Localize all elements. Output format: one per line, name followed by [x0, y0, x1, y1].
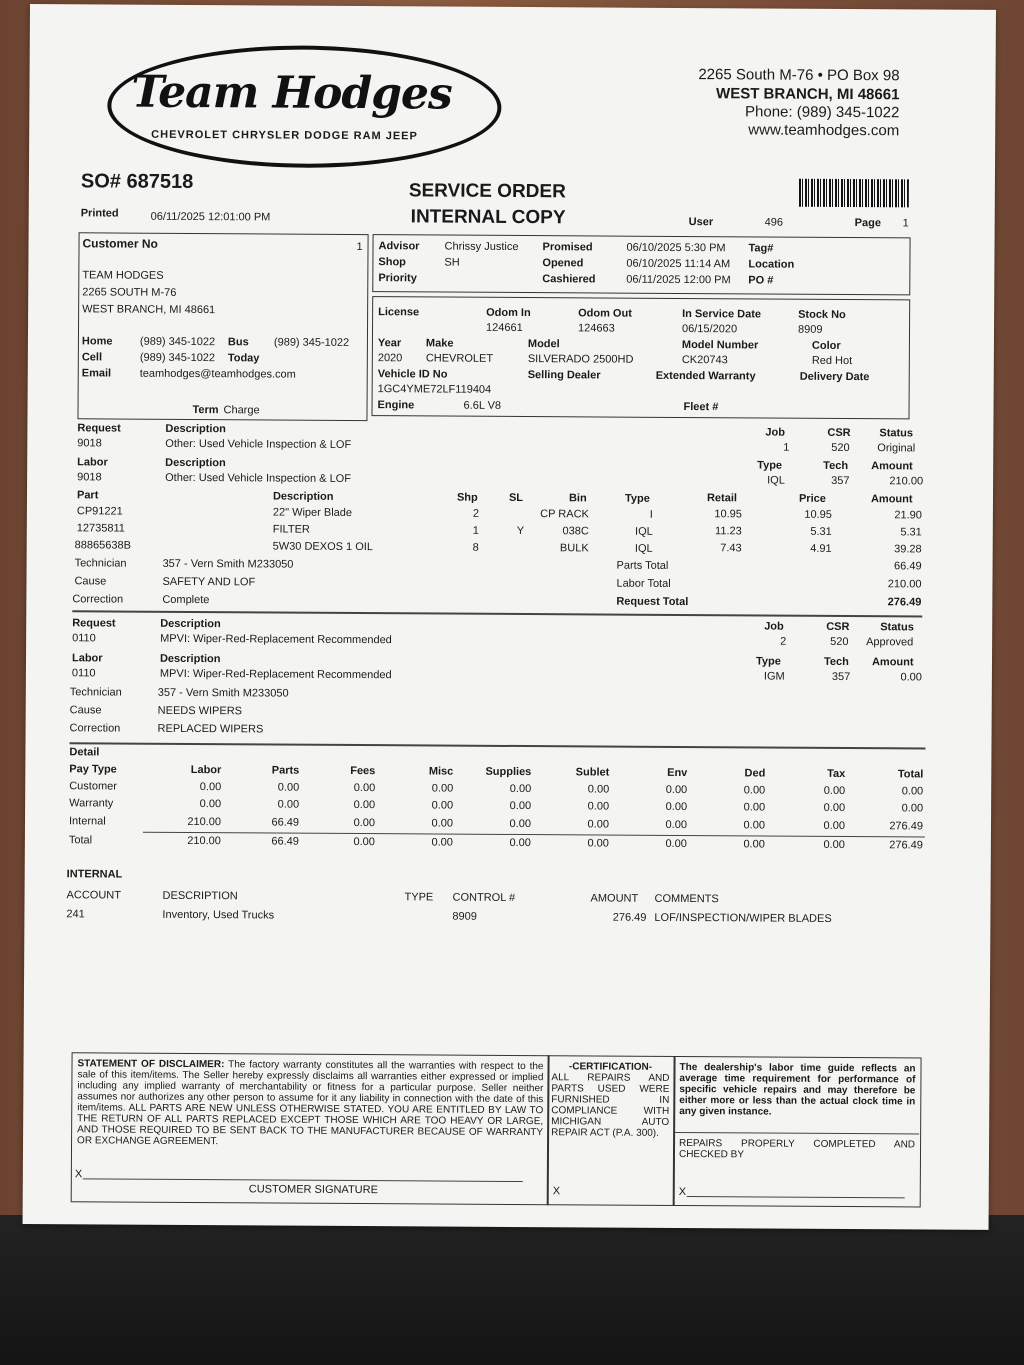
- priority-label: Priority: [378, 272, 417, 285]
- part-shp: 1: [472, 524, 479, 537]
- detail-cell-env: 0.00: [665, 800, 688, 814]
- email-label: Email: [81, 367, 112, 380]
- model-label: Model: [527, 338, 560, 351]
- internal-type-label: TYPE: [404, 891, 434, 904]
- detail-cell-sublet: 0.00: [587, 783, 610, 796]
- internal-amount: 276.49: [612, 911, 647, 924]
- req1-tech: 357: [831, 474, 850, 488]
- detail-cell-paytype: Customer: [69, 780, 117, 793]
- odom-in-label: Odom In: [486, 306, 531, 320]
- cashiered-label: Cashiered: [542, 273, 596, 286]
- detail-head-paytype: Pay Type: [69, 763, 117, 776]
- detail-cell-misc: 0.00: [431, 836, 453, 849]
- detail-cell-fees: 0.00: [353, 816, 376, 830]
- req2-tech: 357: [831, 670, 851, 684]
- fleet-label: Fleet #: [683, 400, 719, 414]
- engine-label: Engine: [377, 399, 415, 412]
- detail-cell-ded: 0.00: [743, 838, 765, 851]
- detail-head-parts: Parts: [271, 764, 300, 777]
- part-number: 88865638B: [74, 539, 132, 552]
- detail-cell-total: 0.00: [901, 802, 924, 815]
- req2-correction-label: Correction: [69, 722, 121, 735]
- part-shp: 2: [472, 507, 480, 520]
- internal-amount-label: AMOUNT: [590, 892, 639, 905]
- detail-cell-labor: 0.00: [199, 798, 222, 811]
- shop-label: Shop: [378, 256, 406, 269]
- disclaimer-title: STATEMENT OF DISCLAIMER:: [77, 1058, 225, 1071]
- cell-label: Cell: [81, 351, 103, 364]
- internal-control-label: CONTROL #: [452, 891, 516, 904]
- req2-amount-label: Amount: [871, 656, 914, 669]
- parts-head-bin: Bin: [568, 492, 587, 505]
- detail-cell-labor: 0.00: [199, 781, 222, 794]
- parts-total: 66.49: [894, 560, 922, 573]
- req1-technician-label: Technician: [74, 557, 127, 570]
- vin-value: 1GC4YME72LF119404: [377, 383, 492, 396]
- req2-labor-label: Labor: [71, 652, 103, 665]
- detail-cell-supplies: 0.00: [509, 782, 532, 796]
- page-value: 1: [902, 217, 909, 230]
- section-divider: [69, 742, 925, 749]
- customer-addr1: 2265 SOUTH M-76: [82, 286, 177, 299]
- part-desc: FILTER: [272, 523, 310, 536]
- req2-desc-label: Description: [160, 617, 221, 631]
- page-label: Page: [854, 217, 882, 230]
- req1-status: Original: [877, 442, 916, 455]
- detail-cell-total: 276.49: [889, 820, 924, 833]
- req2-type-label: Type: [755, 655, 781, 668]
- detail-cell-paytype: Total: [68, 834, 93, 847]
- customer-signature-label: CUSTOMER SIGNATURE: [248, 1183, 378, 1197]
- detail-head-total: Total: [897, 768, 924, 781]
- advisor-value: Chrissy Justice: [444, 240, 519, 253]
- req1-labor-desc-label: Description: [165, 456, 226, 470]
- detail-cell-supplies: 0.00: [509, 817, 532, 831]
- engine-value: 6.6L V8: [463, 399, 502, 412]
- promised-value: 06/10/2025 5:30 PM: [626, 241, 726, 255]
- model-number-label: Model Number: [681, 338, 759, 352]
- customer-sig-x: X: [74, 1168, 83, 1181]
- req2-labor-desc: MPVI: Wiper-Red-Replacement Recommended: [159, 667, 392, 682]
- detail-cell-supplies: 0.00: [509, 799, 532, 813]
- detail-head-supplies: Supplies: [485, 765, 532, 779]
- detail-cell-parts: 66.49: [271, 816, 300, 829]
- opened-label: Opened: [542, 257, 584, 270]
- req1-type: IQL: [767, 474, 785, 487]
- detail-cell-env: 0.00: [665, 783, 688, 797]
- customer-name: TEAM HODGES: [82, 269, 164, 282]
- dealer-phone: Phone: (989) 345-1022: [745, 103, 900, 122]
- checked-sig-x: X: [678, 1185, 687, 1199]
- labor-guide-text: The dealership's labor time guide reflects an average time requirement for performance of specific vehicle repairs and may therefore be either more or less than the actual clock time in any given instance.: [679, 1061, 916, 1118]
- detail-cell-ded: 0.00: [743, 784, 766, 797]
- request-total-label: Request Total: [616, 595, 689, 609]
- req1-request: 9018: [77, 437, 102, 450]
- req1-amount-label: Amount: [871, 460, 913, 473]
- barcode: [799, 179, 909, 208]
- part-bin: CP RACK: [540, 508, 589, 521]
- req1-labor-desc: Other: Used Vehicle Inspection & LOF: [165, 471, 352, 485]
- detail-title: Detail: [69, 746, 100, 759]
- part-type: IQL: [634, 542, 653, 555]
- req1-type-label: Type: [757, 459, 783, 472]
- part-shp: 8: [472, 541, 479, 554]
- labor-total-label: Labor Total: [616, 577, 671, 590]
- parts-head-shp: Shp: [456, 491, 478, 504]
- service-order-title: SERVICE ORDER: [408, 180, 566, 203]
- detail-cell-env: 0.00: [665, 818, 688, 832]
- service-order-sheet: [23, 4, 996, 1230]
- detail-cell-ded: 0.00: [743, 801, 766, 814]
- detail-cell-labor: 210.00: [187, 834, 221, 848]
- req2-status: Approved: [866, 636, 914, 649]
- dealer-website: www.teamhodges.com: [748, 121, 900, 140]
- req2-request: 0110: [72, 632, 96, 645]
- selling-dealer-label: Selling Dealer: [527, 369, 601, 382]
- detail-head-fees: Fees: [350, 764, 376, 778]
- detail-cell-sublet: 0.00: [587, 837, 609, 850]
- detail-cell-fees: 0.00: [353, 781, 376, 795]
- detail-head-misc: Misc: [428, 765, 454, 778]
- detail-cell-supplies: 0.00: [509, 836, 531, 850]
- internal-comments: LOF/INSPECTION/WIPER BLADES: [654, 911, 832, 925]
- detail-cell-parts: 66.49: [271, 835, 299, 848]
- internal-copy-title: INTERNAL COPY: [410, 206, 566, 229]
- part-desc: 22" Wiper Blade: [272, 506, 353, 519]
- part-sl: Y: [516, 524, 525, 538]
- promised-label: Promised: [542, 241, 593, 254]
- model-value: SILVERADO 2500HD: [527, 353, 634, 366]
- bus-phone: (989) 345-1022: [273, 336, 350, 349]
- parts-head-type: Type: [624, 492, 650, 505]
- customer-no-label: Customer No: [82, 236, 158, 251]
- req2-csr-label: CSR: [826, 620, 850, 634]
- req2-labor-desc-label: Description: [159, 652, 221, 666]
- location-label: Location: [748, 258, 795, 271]
- req2-status-label: Status: [880, 621, 914, 634]
- printed-label: Printed: [80, 207, 119, 220]
- detail-cell-total: 276.49: [889, 839, 923, 852]
- odom-out-label: Odom Out: [578, 307, 632, 320]
- detail-cell-misc: 0.00: [431, 799, 454, 812]
- printed-date: 06/11/2025 12:01:00 PM: [150, 210, 271, 224]
- logo-brands: CHEVROLET CHRYSLER DODGE RAM JEEP: [151, 128, 418, 143]
- request-total: 276.49: [887, 596, 922, 609]
- req1-csr-label: CSR: [827, 426, 851, 440]
- detail-cell-paytype: Warranty: [69, 797, 114, 810]
- user-label: User: [688, 216, 714, 229]
- in-service-label: In Service Date: [682, 307, 762, 321]
- year-value: 2020: [377, 352, 403, 365]
- detail-cell-paytype: Internal: [68, 815, 106, 828]
- detail-head-labor: Labor: [190, 763, 222, 777]
- term-value: Charge: [223, 404, 260, 417]
- year-label: Year: [377, 337, 402, 350]
- parts-total-label: Parts Total: [616, 559, 669, 572]
- email-value: teamhodges@teamhodges.com: [139, 367, 296, 381]
- color-value: Red Hot: [811, 354, 853, 368]
- tag-label: Tag#: [748, 242, 774, 255]
- parts-head-retail: Retail: [706, 492, 737, 505]
- req1-tech-label: Tech: [823, 459, 849, 473]
- model-number: CK20743: [681, 353, 728, 367]
- detail-cell-sublet: 0.00: [587, 818, 610, 831]
- so-number: SO# 687518: [80, 170, 194, 194]
- dealer-address1: 2265 South M-76 • PO Box 98: [698, 66, 900, 85]
- disclaimer-text: [77, 1058, 544, 1149]
- req1-labor-label: Labor: [77, 456, 108, 469]
- cashiered-value: 06/11/2025 12:00 PM: [626, 273, 731, 287]
- customer-box: [77, 232, 368, 421]
- req2-technician-label: Technician: [69, 686, 122, 699]
- part-retail: 10.95: [714, 508, 742, 521]
- dark-fabric: [0, 1215, 1024, 1365]
- internal-desc-label: DESCRIPTION: [162, 889, 238, 903]
- part-number: CP91221: [76, 505, 123, 518]
- dealer-address2: WEST BRANCH, MI 48661: [716, 85, 900, 104]
- customer-no: 1: [356, 240, 363, 254]
- cert-sig-x: X: [552, 1185, 561, 1198]
- req2-job: 2: [780, 635, 787, 648]
- req2-desc: MPVI: Wiper-Red-Replacement Recommended: [160, 632, 392, 647]
- part-number: 12735811: [76, 522, 125, 535]
- req1-csr: 520: [831, 441, 850, 455]
- req1-desc-label: Description: [165, 422, 226, 436]
- cell-phone: (989) 345-1022: [139, 351, 216, 365]
- parts-head-amount: Amount: [870, 493, 913, 506]
- detail-cell-tax: 0.00: [823, 801, 846, 814]
- internal-control: 8909: [452, 910, 477, 923]
- odom-in: 124661: [485, 321, 523, 335]
- part-retail: 11.23: [715, 525, 742, 538]
- stock-label: Stock No: [798, 308, 846, 321]
- shop-value: SH: [444, 256, 460, 269]
- cert-title: -CERTIFICATION-: [568, 1061, 653, 1073]
- detail-cell-misc: 0.00: [431, 782, 454, 795]
- detail-head-tax: Tax: [827, 767, 846, 780]
- req2-tech-label: Tech: [823, 655, 849, 669]
- req2-csr: 520: [830, 635, 849, 649]
- part-amount: 21.90: [894, 509, 922, 522]
- detail-cell-fees: 0.00: [353, 798, 376, 812]
- req1-cause: SAFETY AND LOF: [162, 575, 256, 589]
- make-label: Make: [425, 337, 454, 350]
- part-desc: 5W30 DEXOS 1 OIL: [272, 540, 373, 554]
- labor-total: 210.00: [887, 578, 922, 591]
- term-label: Term: [192, 404, 219, 417]
- detail-cell-tax: 0.00: [823, 838, 845, 851]
- make-value: CHEVROLET: [425, 352, 494, 365]
- req2-cause-label: Cause: [69, 704, 102, 717]
- today-label: Today: [227, 352, 260, 365]
- detail-cell-tax: 0.00: [823, 784, 846, 797]
- license-label: License: [378, 306, 420, 319]
- detail-cell-ded: 0.00: [743, 819, 766, 832]
- req2-technician: 357 - Vern Smith M233050: [157, 686, 289, 700]
- req1-desc: Other: Used Vehicle Inspection & LOF: [165, 437, 352, 451]
- parts-head-sl: SL: [508, 491, 524, 505]
- part-price: 4.91: [810, 542, 832, 555]
- internal-comments-label: COMMENTS: [654, 892, 719, 906]
- section-divider: [72, 610, 922, 617]
- part-retail: 7.43: [720, 542, 742, 555]
- req1-labor: 9018: [77, 471, 102, 484]
- vin-label: Vehicle ID No: [377, 368, 448, 381]
- in-service-date: 06/15/2020: [681, 322, 738, 336]
- part-type: I: [649, 508, 653, 521]
- odom-out: 124663: [577, 322, 615, 335]
- logo-wordmark: Team Hodges: [131, 66, 452, 120]
- req1-technician: 357 - Vern Smith M233050: [162, 557, 294, 571]
- detail-cell-total: 0.00: [901, 785, 924, 798]
- customer-addr2: WEST BRANCH, MI 48661: [82, 303, 216, 317]
- home-phone: (989) 345-1022: [139, 335, 216, 349]
- req1-status-label: Status: [879, 427, 914, 440]
- part-type: IQL: [635, 525, 653, 538]
- req2-amount: 0.00: [900, 671, 922, 684]
- detail-head-sublet: Sublet: [575, 766, 610, 779]
- part-amount: 5.31: [900, 526, 922, 539]
- certification: [551, 1061, 669, 1139]
- advisor-label: Advisor: [378, 240, 420, 253]
- req1-job: 1: [783, 441, 790, 454]
- req2-job-label: Job: [764, 620, 784, 633]
- req1-cause-label: Cause: [74, 575, 107, 588]
- req1-amount: 210.00: [889, 475, 924, 488]
- detail-cell-fees: 0.00: [353, 835, 375, 849]
- req1-job-label: Job: [765, 426, 785, 439]
- req1-request-label: Request: [77, 422, 121, 435]
- extended-warranty-label: Extended Warranty: [655, 369, 756, 383]
- req2-type: IGM: [763, 670, 785, 683]
- detail-cell-sublet: 0.00: [587, 800, 610, 813]
- detail-cell-parts: 0.00: [277, 781, 300, 794]
- home-label: Home: [81, 335, 113, 348]
- detail-cell-parts: 0.00: [277, 798, 300, 811]
- req2-labor: 0110: [71, 667, 96, 680]
- user-value: 496: [764, 216, 784, 229]
- detail-cell-env: 0.00: [665, 837, 687, 851]
- part-price: 5.31: [810, 525, 832, 538]
- parts-head-desc: Description: [272, 490, 334, 503]
- req2-correction: REPLACED WIPERS: [157, 722, 264, 736]
- detail-cell-tax: 0.00: [823, 819, 846, 832]
- part-bin: 038C: [562, 525, 589, 538]
- opened-value: 06/10/2025 11:14 AM: [626, 257, 731, 271]
- detail-head-env: Env: [667, 766, 688, 780]
- internal-account-label: ACCOUNT: [66, 889, 121, 902]
- disclaimer-body: The factory warranty constitutes all the warranties with respect to the sale of this item/items. The Seller hereby expressly disclaims all warranties either expressed or implied including any implied warranty of merchantability or fitness for a particular purpose. Seller neither assumes nor authorizes any other person to assume for it any liability in connection with the date of this item/items. ALL PARTS ARE NEW UNLESS OTHERWISE STATED. YOU ARE ENTITLED BY LAW TO THE RETURN OF ALL PARTS REPLACED EXCEPT THOSE WHICH ARE TOO HEAVY OR LARGE, AND THOSE REQUIRED TO BE SENT BACK TO THE MANUFACTURER BECAUSE OF WARRANTY OR EXCHANGE AGREEMENT.: [77, 1059, 544, 1148]
- internal-desc: Inventory, Used Trucks: [162, 908, 275, 922]
- parts-head-price: Price: [798, 492, 826, 505]
- detail-cell-labor: 210.00: [187, 815, 222, 829]
- req1-correction: Complete: [162, 593, 210, 607]
- team-hodges-logo: [107, 44, 502, 168]
- detail-cell-misc: 0.00: [431, 817, 454, 830]
- stock-no: 8909: [797, 323, 823, 336]
- req2-request-label: Request: [72, 617, 116, 630]
- po-label: PO #: [748, 274, 774, 287]
- internal-account: 241: [66, 908, 85, 921]
- part-amount: 39.28: [894, 543, 922, 556]
- cert-body: ALL REPAIRS AND PARTS USED WERE FURNISHED IN COMPLIANCE WITH MICHIGAN AUTO REPAIR ACT (P.A. 300).: [551, 1072, 670, 1139]
- internal-title: INTERNAL: [66, 868, 123, 881]
- part-price: 10.95: [804, 508, 832, 521]
- req2-cause: NEEDS WIPERS: [157, 704, 243, 718]
- bus-label: Bus: [227, 336, 249, 349]
- checked-by-text: REPAIRS PROPERLY COMPLETED AND CHECKED BY: [678, 1137, 916, 1161]
- delivery-date-label: Delivery Date: [799, 370, 870, 384]
- parts-head-part: Part: [76, 489, 99, 502]
- color-label: Color: [811, 339, 841, 352]
- part-bin: BULK: [559, 542, 589, 555]
- detail-head-ded: Ded: [744, 767, 766, 780]
- req1-correction-label: Correction: [72, 593, 124, 606]
